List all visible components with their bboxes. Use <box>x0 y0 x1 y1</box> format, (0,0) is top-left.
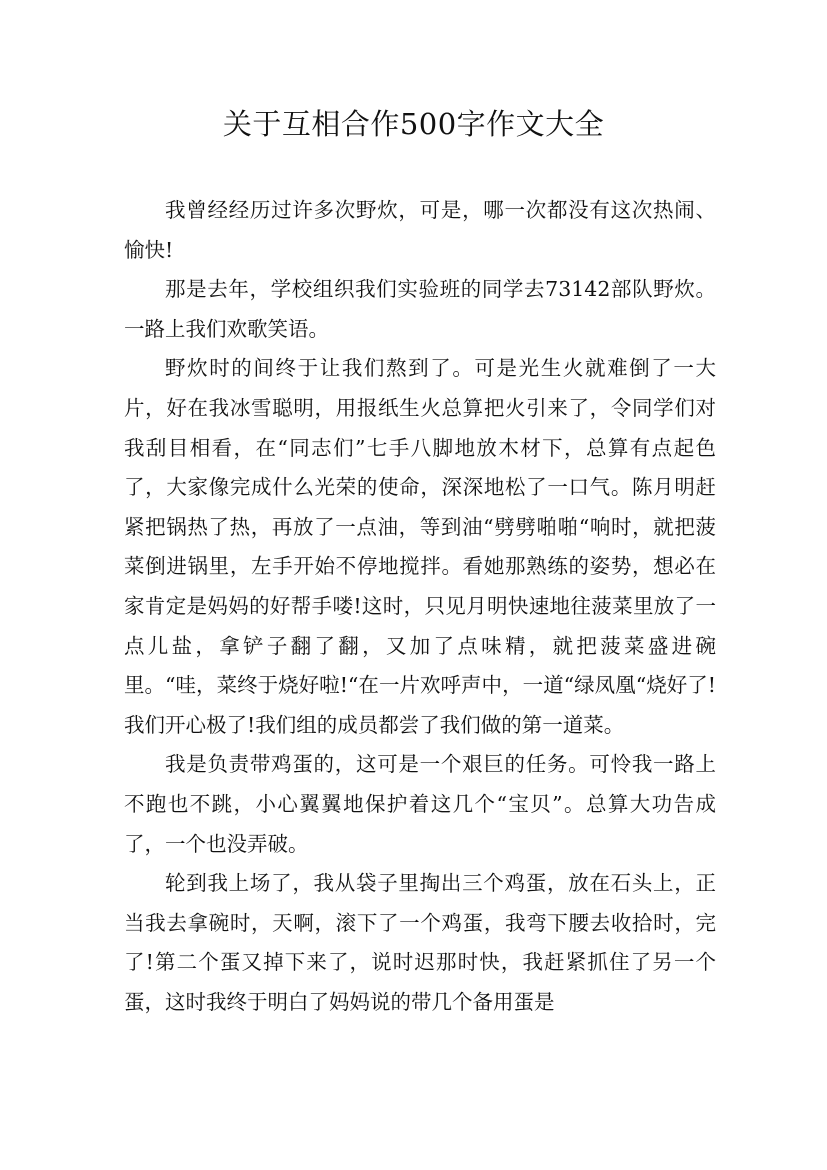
document-title: 关于互相合作500字作文大全 <box>222 107 605 141</box>
paragraph: 野炊时的间终于让我们熬到了。可是光生火就难倒了一大片，好在我冰雪聪明，用报纸生火总算把火引来了，令同学们对我刮目相看，在“同志们”七手八脚地放木材下，总算有点起色了，大家像完成什么光荣的使命，深深地松了一口气。陈月明赶紧把锅热了热，再放了一点油，等到油“劈劈啪啪“响时，就把菠菜倒进锅里，左手开始不停地搅拌。看她那熟练的姿势，想必在家肯定是妈妈的好帮手喽!这时，只见月明快速地往菠菜里放了一点儿盐，拿铲子翻了翻，又加了点味精，就把菠菜盛进碗里。“哇，菜终于烧好啦!“在一片欢呼声中，一道“绿凤凰“烧好了!我们开心极了!我们组的成员都尝了我们做的第一道菜。 <box>124 356 716 737</box>
paragraph: 我是负责带鸡蛋的，这可是一个艰巨的任务。可怜我一路上不跑也不跳，小心翼翼地保护着这几个“宝贝”。总算大功告成了，一个也没弄破。 <box>124 752 716 856</box>
paragraph: 那是去年，学校组织我们实验班的同学去73142部队野炊。一路上我们欢歌笑语。 <box>124 277 716 341</box>
document-body <box>124 191 716 1022</box>
paragraph: 我曾经经历过许多次野炊，可是，哪一次都没有这次热闹、愉快! <box>124 198 716 262</box>
paragraph: 轮到我上场了，我从袋子里掏出三个鸡蛋，放在石头上，正当我去拿碗时，天啊，滚下了一个鸡蛋，我弯下腰去收拾时，完了!第二个蛋又掉下来了，说时迟那时快，我赶紧抓住了另一个蛋，这时我终于明白了妈妈说的带几个备用蛋是 <box>124 871 716 1014</box>
